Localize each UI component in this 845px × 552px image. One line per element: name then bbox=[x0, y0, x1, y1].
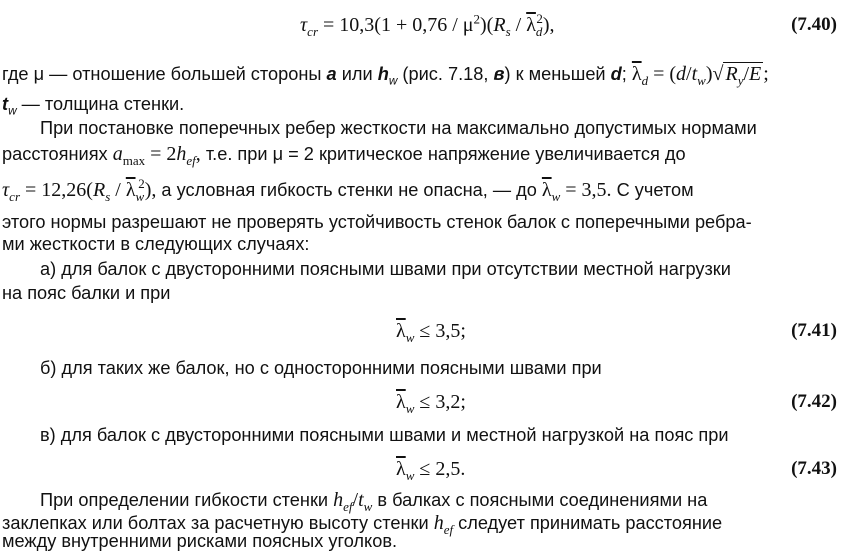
text-line-2: $t_w$ — толщина стенки. bbox=[2, 94, 185, 118]
text-line-9: на пояс балки и при bbox=[2, 283, 171, 303]
equation-number-7-40: (7.40) bbox=[791, 14, 837, 35]
text-line-17: между внутренними рисками поясных уголков. bbox=[2, 531, 398, 551]
text-line-13: в) для балок с двусторонними поясными швами и местной нагрузкой на пояс при bbox=[40, 425, 729, 445]
text-line-8: а) для балок с двусторонними поясными швами при отсутствии местной нагрузки bbox=[40, 259, 731, 279]
formula-7-42: $\overline{\lambda}_w \le 3,2$; bbox=[396, 391, 466, 416]
text-line-11: б) для таких же балок, но с односторонними поясными швами при bbox=[40, 358, 602, 378]
text-line-6: этого нормы разрешают не проверять устойчивость стенок балок с поперечными ребра- bbox=[2, 212, 752, 232]
text-line-1: где μ — отношение большей стороны a или $h_w$ (рис. 7.18, в) к меньшей d; $\overline{\lambda}_d = (d/t_w)√$ $R_y/E$ ; bbox=[2, 63, 769, 88]
equation-number-7-41: (7.41) bbox=[791, 320, 837, 341]
text-line-3: При постановке поперечных ребер жесткости на максимально допустимых нормами bbox=[40, 118, 757, 138]
formula-tau-cr-12-26: $\tau_{cr} = 12,26(R_s / \overline{\lambda}_w^2)$, bbox=[2, 176, 157, 204]
text-line-15: При определении гибкости стенки $h_{ef}/t_w$ в балках с поясными соединениями на bbox=[40, 489, 708, 514]
text-line-5: $\tau_{cr} = 12,26(R_s / \overline{\lambda}_w^2)$, а условная гибкость стенки не опасна, — до $\overline{\lambda}_w = 3,5$. С учетом bbox=[2, 176, 694, 204]
formula-lambda-w-3-5: $\overline{\lambda}_w = 3,5$. bbox=[541, 179, 612, 204]
formula-lambda-d: $\overline{\lambda}_d = (d/t_w)√$ $R_y/E$ ; bbox=[631, 63, 769, 88]
formula-7-41: $\overline{\lambda}_w \le 3,5$; bbox=[396, 320, 466, 345]
formula-7-43: $\overline{\lambda}_w \le 2,5$. bbox=[396, 458, 466, 483]
text-line-7: ми жесткости в следующих случаях: bbox=[2, 234, 310, 254]
formula-hef-tw: $h_{ef}/t_w$ bbox=[333, 489, 373, 514]
equation-number-7-42: (7.42) bbox=[791, 391, 837, 412]
formula-a-max: $a_{max} = 2h_{ef}$, bbox=[112, 143, 201, 168]
equation-number-7-43: (7.43) bbox=[791, 458, 837, 479]
formula-hef: $h_{ef}$ bbox=[433, 512, 454, 537]
text-line-4: расстояниях $a_{max} = 2h_{ef}$, т.е. при μ = 2 критическое напряжение увеличивается до bbox=[2, 143, 686, 168]
text-line-16: заклепках или болтах за расчетную высоту стенки $h_{ef}$ следует принимать расстояние bbox=[2, 512, 723, 537]
formula-7-40: $\tau_{cr} = 10,3(1 + 0,76 / \mu^2)(R_s / \overline{\lambda}_d^2)$, bbox=[300, 11, 555, 39]
